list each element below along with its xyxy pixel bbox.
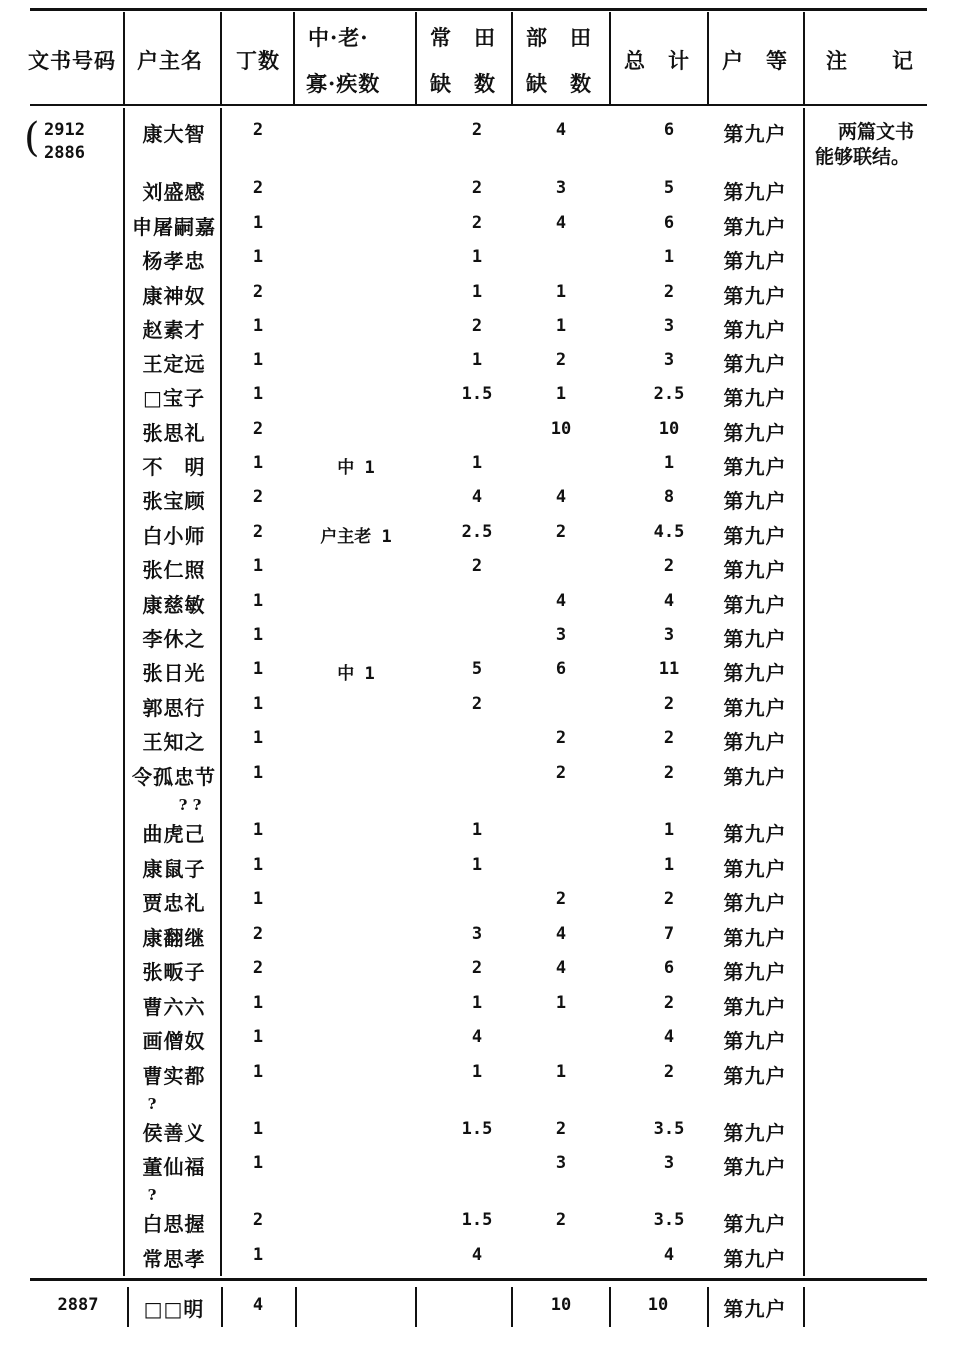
total-shortage: 2	[663, 763, 675, 783]
owner-name: 王定远	[142, 352, 206, 376]
ding-count: 1	[252, 316, 264, 336]
bu-shortage: 1	[555, 384, 567, 404]
owner-name: 贾忠礼	[142, 891, 206, 915]
col-divider	[415, 1287, 417, 1327]
col-divider	[803, 108, 805, 1276]
bu-shortage: 2	[555, 763, 567, 783]
header-special-line2: 寡·疾数	[306, 71, 381, 96]
total-shortage: 6	[663, 958, 675, 978]
bu-shortage: 2	[555, 889, 567, 909]
total-shortage: 1	[663, 820, 675, 840]
col-divider	[609, 12, 611, 104]
chang-shortage: 1.5	[461, 384, 493, 404]
owner-name: 康鼠子	[142, 857, 206, 881]
header-owner: 户主名	[137, 48, 203, 73]
household-grade: 第九户	[723, 891, 787, 915]
col-divider	[220, 12, 222, 104]
total-shortage: 3.5	[653, 1119, 685, 1139]
bu-shortage: 4	[555, 924, 567, 944]
household-grade: 第九户	[723, 1064, 787, 1088]
owner-name: 康翻继	[142, 926, 206, 950]
total-shortage: 2.5	[653, 384, 685, 404]
bu-shortage: 4	[555, 958, 567, 978]
ding-count: 1	[252, 1245, 264, 1265]
chang-shortage: 1	[471, 350, 483, 370]
chang-shortage: 1.5	[461, 1119, 493, 1139]
total-shortage: 2	[663, 556, 675, 576]
household-grade: 第九户	[723, 822, 787, 846]
total-shortage: 4.5	[653, 522, 685, 542]
group-divider-rule	[30, 1278, 927, 1281]
household-grade: 第九户	[723, 661, 787, 685]
ding-count: 1	[252, 728, 264, 748]
chang-shortage: 5	[471, 659, 483, 679]
col-divider	[123, 12, 125, 104]
col-divider	[295, 1287, 297, 1327]
total-shortage: 2	[663, 1062, 675, 1082]
header-remark: 注 记	[826, 48, 914, 73]
uncertain-reading-mark: ?	[147, 1186, 157, 1204]
chang-shortage: 1	[471, 1062, 483, 1082]
header-ding: 丁数	[236, 48, 280, 73]
col-divider	[123, 108, 125, 1276]
bu-shortage: 4	[555, 591, 567, 611]
ding-count: 1	[252, 247, 264, 267]
ding-count: 1	[252, 1027, 264, 1047]
bu-shortage: 2	[555, 1210, 567, 1230]
total-shortage: 11	[658, 659, 680, 679]
header-chang-line2: 缺 数	[430, 71, 496, 96]
owner-name: 曹六六	[142, 995, 206, 1019]
special-count: 户主老 1	[320, 527, 392, 547]
chang-shortage: 1	[471, 453, 483, 473]
bu-shortage: 1	[555, 316, 567, 336]
bu-shortage: 3	[555, 178, 567, 198]
household-grade: 第九户	[723, 352, 787, 376]
total-shortage: 2	[663, 694, 675, 714]
household-grade: 第九户	[723, 249, 787, 273]
chang-shortage: 2	[471, 213, 483, 233]
col-divider	[609, 1287, 611, 1327]
ding-count: 1	[252, 1119, 264, 1139]
total-shortage: 7	[663, 924, 675, 944]
chang-shortage: 1	[471, 247, 483, 267]
bu-shortage: 6	[555, 659, 567, 679]
ding-count: 1	[252, 556, 264, 576]
chang-shortage: 4	[471, 1245, 483, 1265]
total-shortage: 1	[663, 247, 675, 267]
bu-shortage: 1	[555, 993, 567, 1013]
total-shortage: 5	[663, 178, 675, 198]
household-grade: 第九户	[723, 180, 787, 204]
bu-shortage: 3	[555, 625, 567, 645]
header-doc-no: 文书号码	[28, 48, 116, 73]
bu-shortage: 2	[555, 728, 567, 748]
col-divider	[220, 108, 222, 1276]
owner-name: □宝子	[143, 386, 205, 410]
owner-name: 康神奴	[142, 284, 206, 308]
doc-number: 2912	[44, 120, 85, 140]
owner-name: 侯善义	[142, 1121, 206, 1145]
ding-count: 1	[252, 453, 264, 473]
uncertain-reading-mark: ? ?	[178, 796, 202, 814]
header-total: 总 计	[624, 48, 690, 73]
ding-count: 2	[252, 958, 264, 978]
header-special-line1: 中·老·	[308, 25, 369, 50]
total-shortage: 10	[658, 419, 680, 439]
total-shortage: 4	[663, 591, 675, 611]
owner-name: 申屠嗣嘉	[132, 215, 216, 239]
chang-shortage: 1	[471, 282, 483, 302]
chang-shortage: 1	[471, 855, 483, 875]
household-grade: 第九户	[723, 122, 787, 146]
ding-count: 1	[252, 820, 264, 840]
remark-note-line: 两篇文书	[838, 121, 915, 143]
ding-count: 2	[252, 487, 264, 507]
total-shortage: 4	[663, 1027, 675, 1047]
total-shortage: 1	[663, 453, 675, 473]
bu-shortage: 2	[555, 350, 567, 370]
col-divider	[803, 12, 805, 104]
bu-shortage: 4	[555, 213, 567, 233]
owner-name: 李休之	[142, 627, 206, 651]
col-divider	[511, 12, 513, 104]
owner-name: 康大智	[142, 122, 206, 146]
bu-shortage: 4	[555, 120, 567, 140]
total-shortage: 4	[663, 1245, 675, 1265]
owner-name: 张思礼	[142, 421, 206, 445]
owner-name: 画僧奴	[142, 1029, 206, 1053]
doc-number: 2886	[44, 143, 85, 163]
total-shortage: 3.5	[653, 1210, 685, 1230]
col-divider	[221, 1287, 223, 1327]
total-shortage: 2	[663, 728, 675, 748]
col-divider	[707, 12, 709, 104]
owner-name: 张畈子	[142, 960, 206, 984]
household-grade: 第九户	[723, 857, 787, 881]
ding-count: 2	[252, 120, 264, 140]
ding-count: 2	[252, 924, 264, 944]
chang-shortage: 1	[471, 820, 483, 840]
bu-shortage: 1	[555, 282, 567, 302]
household-grade: 第九户	[723, 386, 787, 410]
owner-name: 令孤忠节	[132, 765, 216, 789]
owner-name: 张宝顾	[142, 489, 206, 513]
household-grade: 第九户	[723, 1029, 787, 1053]
owner-name: 赵素才	[142, 318, 206, 342]
household-grade: 第九户	[723, 421, 787, 445]
total-shortage: 6	[663, 120, 675, 140]
header-bu-line2: 缺 数	[526, 71, 592, 96]
household-grade: 第九户	[723, 1155, 787, 1179]
ding-count: 4	[252, 1295, 264, 1315]
owner-name: 白思握	[142, 1212, 206, 1236]
chang-shortage: 2	[471, 958, 483, 978]
ding-count: 2	[252, 419, 264, 439]
col-divider	[415, 12, 417, 104]
special-count: 中 1	[337, 664, 375, 684]
total-shortage: 10	[647, 1295, 669, 1315]
header-rule	[30, 104, 927, 106]
ding-count: 1	[252, 659, 264, 679]
ding-count: 1	[252, 763, 264, 783]
household-grade: 第九户	[723, 765, 787, 789]
ding-count: 1	[252, 1153, 264, 1173]
ding-count: 1	[252, 384, 264, 404]
total-shortage: 2	[663, 889, 675, 909]
chang-shortage: 2	[471, 120, 483, 140]
remark-note-line: 能够联结。	[815, 146, 911, 168]
owner-name: □□明	[143, 1297, 205, 1321]
bu-shortage: 4	[555, 487, 567, 507]
household-grade: 第九户	[723, 284, 787, 308]
owner-name: 张日光	[142, 661, 206, 685]
owner-name: 常思孝	[142, 1247, 206, 1271]
ding-count: 1	[252, 591, 264, 611]
bu-shortage: 10	[550, 419, 572, 439]
header-grade: 户 等	[722, 48, 788, 73]
bu-shortage: 2	[555, 1119, 567, 1139]
ding-count: 1	[252, 694, 264, 714]
total-shortage: 2	[663, 282, 675, 302]
owner-name: 白小师	[142, 524, 206, 548]
household-grade: 第九户	[723, 455, 787, 479]
total-shortage: 3	[663, 625, 675, 645]
col-divider	[707, 1287, 709, 1327]
header-bu-line1: 部 田	[526, 25, 592, 50]
owner-name: 张仁照	[142, 558, 206, 582]
total-shortage: 2	[663, 993, 675, 1013]
owner-name: 曲虎己	[142, 822, 206, 846]
bu-shortage: 1	[555, 1062, 567, 1082]
household-grade: 第九户	[723, 995, 787, 1019]
ding-count: 2	[252, 1210, 264, 1230]
bu-shortage: 3	[555, 1153, 567, 1173]
total-shortage: 3	[663, 350, 675, 370]
ding-count: 1	[252, 625, 264, 645]
household-grade: 第九户	[723, 489, 787, 513]
ding-count: 1	[252, 350, 264, 370]
household-grade: 第九户	[723, 1297, 787, 1321]
chang-shortage: 2	[471, 178, 483, 198]
doc-number-bracket: (	[24, 115, 40, 161]
doc-number: 2887	[57, 1295, 99, 1315]
ding-count: 2	[252, 178, 264, 198]
ding-count: 1	[252, 993, 264, 1013]
owner-name: 王知之	[142, 730, 206, 754]
bu-shortage: 10	[550, 1295, 572, 1315]
ding-count: 2	[252, 282, 264, 302]
household-grade: 第九户	[723, 1121, 787, 1145]
chang-shortage: 2	[471, 556, 483, 576]
chang-shortage: 4	[471, 1027, 483, 1047]
ding-count: 1	[252, 889, 264, 909]
household-grade: 第九户	[723, 593, 787, 617]
chang-shortage: 4	[471, 487, 483, 507]
ding-count: 1	[252, 1062, 264, 1082]
ding-count: 1	[252, 855, 264, 875]
ding-count: 2	[252, 522, 264, 542]
total-shortage: 3	[663, 1153, 675, 1173]
owner-name: 刘盛感	[142, 180, 206, 204]
household-grade: 第九户	[723, 627, 787, 651]
household-grade: 第九户	[723, 558, 787, 582]
bu-shortage: 2	[555, 522, 567, 542]
owner-name: 郭思行	[142, 696, 206, 720]
household-grade: 第九户	[723, 1247, 787, 1271]
household-grade: 第九户	[723, 1212, 787, 1236]
uncertain-reading-mark: ?	[147, 1095, 157, 1113]
chang-shortage: 2.5	[461, 522, 493, 542]
household-grade: 第九户	[723, 524, 787, 548]
owner-name: 不 明	[142, 455, 206, 479]
chang-shortage: 1	[471, 993, 483, 1013]
household-grade: 第九户	[723, 318, 787, 342]
household-grade: 第九户	[723, 960, 787, 984]
total-shortage: 1	[663, 855, 675, 875]
owner-name: 董仙福	[142, 1155, 206, 1179]
col-divider	[511, 1287, 513, 1327]
special-count: 中 1	[337, 458, 375, 478]
household-grade: 第九户	[723, 926, 787, 950]
household-grade: 第九户	[723, 215, 787, 239]
owner-name: 康慈敏	[142, 593, 206, 617]
total-shortage: 6	[663, 213, 675, 233]
owner-name: 杨孝忠	[142, 249, 206, 273]
top-rule	[30, 8, 927, 11]
chang-shortage: 1.5	[461, 1210, 493, 1230]
header-chang-line1: 常 田	[430, 25, 496, 50]
total-shortage: 3	[663, 316, 675, 336]
col-divider	[127, 1287, 129, 1327]
chang-shortage: 2	[471, 316, 483, 336]
household-grade: 第九户	[723, 730, 787, 754]
household-grade: 第九户	[723, 696, 787, 720]
owner-name: 曹实都	[142, 1064, 206, 1088]
chang-shortage: 2	[471, 694, 483, 714]
col-divider	[293, 12, 295, 104]
total-shortage: 8	[663, 487, 675, 507]
chang-shortage: 3	[471, 924, 483, 944]
col-divider	[803, 1287, 805, 1327]
ding-count: 1	[252, 213, 264, 233]
